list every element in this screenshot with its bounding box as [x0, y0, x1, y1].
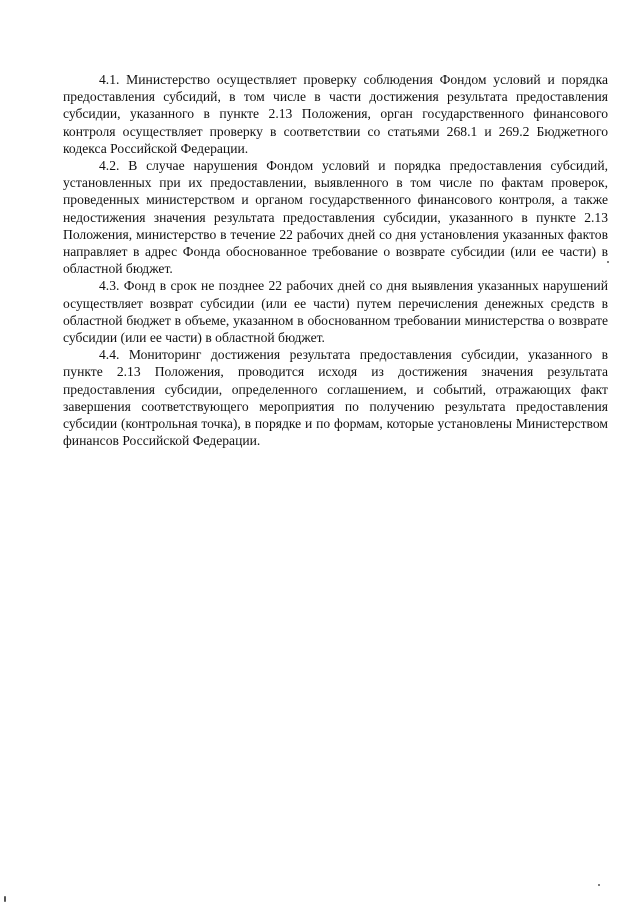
scan-speck	[607, 261, 609, 263]
scan-speck	[4, 896, 6, 902]
paragraph-4-4: 4.4. Мониторинг достижения результата предоставления субсидии, указанного в пункте 2.13 Положения, проводится исходя из достижения значения результата предоставления субсидии, определенного соглашением, и событий, отражающих факт завершения соответствующего мероприятия по получению результата предоставления субсидии (контрольная точка), в порядке и по формам, которые установлены Министерством финансов Российской Федерации.	[63, 347, 608, 449]
paragraph-4-1: 4.1. Министерство осуществляет проверку соблюдения Фондом условий и порядка предоставления субсидий, в том числе в части достижения результата предоставления субсидии, указанного в пункте 2.13 Положения, орган государственного финансового контроля осуществляет проверку в соответствии со статьями 268.1 и 269.2 Бюджетного кодекса Российской Федерации.	[63, 72, 608, 156]
paragraph-4-2: 4.2. В случае нарушения Фондом условий и порядка предоставления субсидий, установленных при их предоставлении, выявленного в том числе по фактам проверок, проведенных министерством и органом государственного финансового контроля, а также недостижения значения результата предоставления субсидии, указанного в пункте 2.13 Положения, министерство в течение 22 рабочих дней со дня установления указанных фактов направляет в адрес Фонда обоснованное требование о возврате субсидии (или ее части) в областной бюджет.	[63, 158, 608, 277]
paragraph-4-3: 4.3. Фонд в срок не позднее 22 рабочих дней со дня выявления указанных нарушений осуществляет возврат субсидии (или ее части) путем перечисления денежных средств в областной бюджет в объеме, указанном в обоснованном требовании министерства о возврате субсидии (или ее части) в областной бюджет.	[63, 278, 608, 346]
scan-speck	[598, 884, 600, 886]
document-body	[63, 71, 608, 449]
